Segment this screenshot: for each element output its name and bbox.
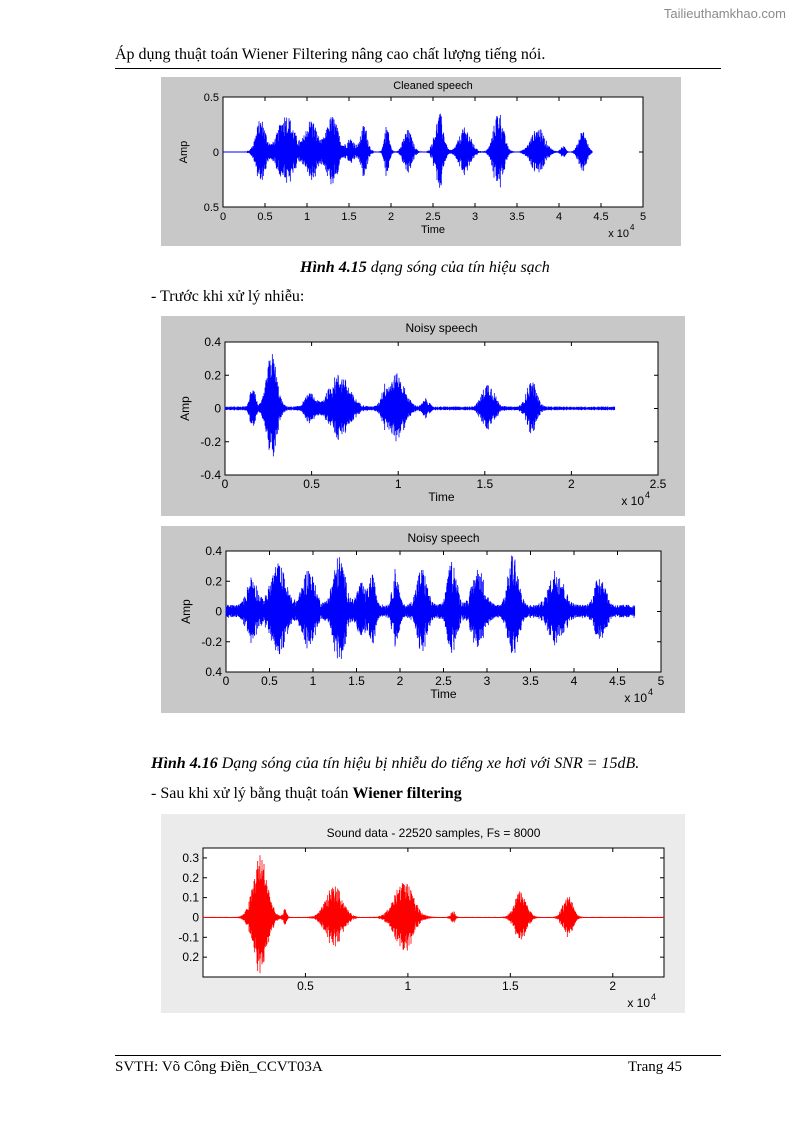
- y-tick-label: 0.2: [204, 368, 221, 383]
- x-exponent-label: x 10: [608, 228, 629, 240]
- x-tick-label: 0: [222, 674, 230, 688]
- x-tick-label: 0.5: [297, 979, 314, 993]
- x-tick-label: 2: [609, 979, 617, 993]
- chart-title: Cleaned speech: [393, 80, 473, 92]
- y-tick-label: 0: [212, 147, 219, 159]
- x-exponent: 4: [630, 223, 635, 232]
- x-tick-label: 4: [570, 674, 578, 688]
- chart-title: Noisy speech: [405, 321, 478, 335]
- caption-figure-4-15: [300, 259, 550, 277]
- chart-title: Sound data - 22520 samples, Fs = 8000: [326, 826, 541, 840]
- header-rule: [115, 68, 721, 69]
- x-exponent: 4: [651, 992, 657, 1002]
- y-tick-label: 0.4: [205, 665, 222, 679]
- page-header: Áp dụng thuật toán Wiener Filtering nâng cao chất lượng tiếng nói.: [115, 46, 546, 63]
- chart-noisy-speech-1: [161, 316, 685, 516]
- x-tick-label: 0: [221, 477, 229, 491]
- figure-text: Dạng sóng của tín hiệu bị nhiễu do tiếng xe hơi với SNR = 15dB.: [217, 755, 640, 772]
- y-tick-label: -0.2: [201, 634, 222, 649]
- x-tick-label: 0.5: [261, 674, 278, 688]
- footer-rule: [115, 1055, 721, 1056]
- x-tick-label: 4: [555, 211, 563, 223]
- x-tick-label: 1: [303, 211, 311, 223]
- y-tick-label: 0.2: [182, 870, 199, 885]
- x-tick-label: 2: [568, 477, 575, 491]
- x-exponent: 4: [645, 490, 651, 500]
- chart-cleaned-speech: [161, 77, 681, 246]
- x-tick-label: 2.5: [435, 674, 452, 688]
- chart-panel-noisy-speech-1: [161, 316, 685, 516]
- x-tick-label: 4.5: [593, 211, 609, 223]
- after-label-prefix: - Sau khi xử lý bằng thuật toán: [151, 785, 353, 802]
- y-tick-label: 0: [192, 910, 199, 925]
- y-tick-label: -0.4: [200, 468, 221, 482]
- x-exponent-label: x 10: [627, 996, 650, 1010]
- after-processing-label: [151, 785, 462, 803]
- y-tick-label: 0: [214, 401, 221, 416]
- x-exponent-label: x 10: [621, 494, 644, 508]
- x-tick-label: 1.5: [476, 477, 494, 491]
- x-tick-label: 2: [387, 211, 395, 223]
- x-tick-label: 1.5: [348, 674, 365, 688]
- x-axis-label: Time: [428, 490, 455, 504]
- chart-panel-noisy-speech-2: [161, 526, 685, 713]
- x-tick-label: 2.5: [425, 211, 441, 223]
- y-tick-label: 0.2: [182, 950, 199, 965]
- figure-text: dạng sóng của tín hiệu sạch: [366, 259, 550, 276]
- x-tick-label: 0: [219, 211, 227, 223]
- y-tick-label: -0.1: [178, 930, 199, 945]
- y-tick-label: 0.2: [205, 574, 222, 589]
- x-tick-label: 1: [309, 674, 317, 688]
- y-axis-label: Amp: [178, 140, 190, 164]
- figure-number: Hình 4.15: [300, 259, 367, 276]
- y-axis-label: Amp: [178, 396, 192, 421]
- figure-number: Hình 4.16: [151, 755, 218, 772]
- watermark: Tailieuthamkhao.com: [663, 6, 786, 21]
- chart-title: Noisy speech: [407, 531, 480, 545]
- x-tick-label: 3.5: [522, 674, 539, 688]
- x-tick-label: 1: [394, 477, 402, 491]
- x-tick-label: 1.5: [341, 211, 357, 223]
- x-tick-label: 3: [471, 211, 479, 223]
- x-tick-label: 5: [639, 211, 647, 223]
- x-axis-label: Time: [420, 224, 446, 236]
- after-label-bold: Wiener filtering: [352, 785, 462, 802]
- x-tick-label: 2: [396, 674, 404, 688]
- chart-sound-data: [161, 814, 685, 1013]
- x-tick-label: 1: [404, 979, 412, 993]
- x-tick-label: 3.5: [509, 211, 525, 223]
- y-tick-label: 0.5: [203, 202, 219, 214]
- x-tick-label: 0.5: [257, 211, 273, 223]
- x-tick-label: 5: [657, 674, 665, 688]
- y-tick-label: 0.4: [204, 335, 221, 349]
- y-axis-label: Amp: [179, 599, 193, 624]
- x-tick-label: 2.5: [649, 477, 667, 491]
- footer-author: SVTH: Võ Công Điền_CCVT03A: [115, 1059, 323, 1075]
- x-exponent: 4: [648, 687, 654, 697]
- y-tick-label: -0.2: [200, 434, 221, 449]
- x-exponent-label: x 10: [624, 691, 647, 705]
- x-tick-label: 3: [483, 674, 491, 688]
- footer-page: Trang 45: [628, 1059, 683, 1075]
- x-tick-label: 4.5: [609, 674, 626, 688]
- chart-panel-sound-data: [161, 814, 685, 1013]
- x-tick-label: 0.5: [303, 477, 320, 491]
- y-tick-label: 0: [215, 604, 222, 619]
- x-axis-label: Time: [430, 687, 457, 701]
- before-processing-label: - Trước khi xử lý nhiễu:: [151, 288, 305, 305]
- x-tick-label: 1.5: [501, 979, 519, 993]
- y-tick-label: 0.5: [203, 92, 219, 104]
- y-tick-label: 0.1: [182, 890, 199, 905]
- chart-panel-cleaned-speech: [161, 77, 681, 246]
- y-tick-label: 0.4: [205, 544, 222, 558]
- y-tick-label: 0.3: [182, 850, 199, 865]
- chart-noisy-speech-2: [161, 526, 685, 713]
- caption-figure-4-16: [151, 755, 639, 773]
